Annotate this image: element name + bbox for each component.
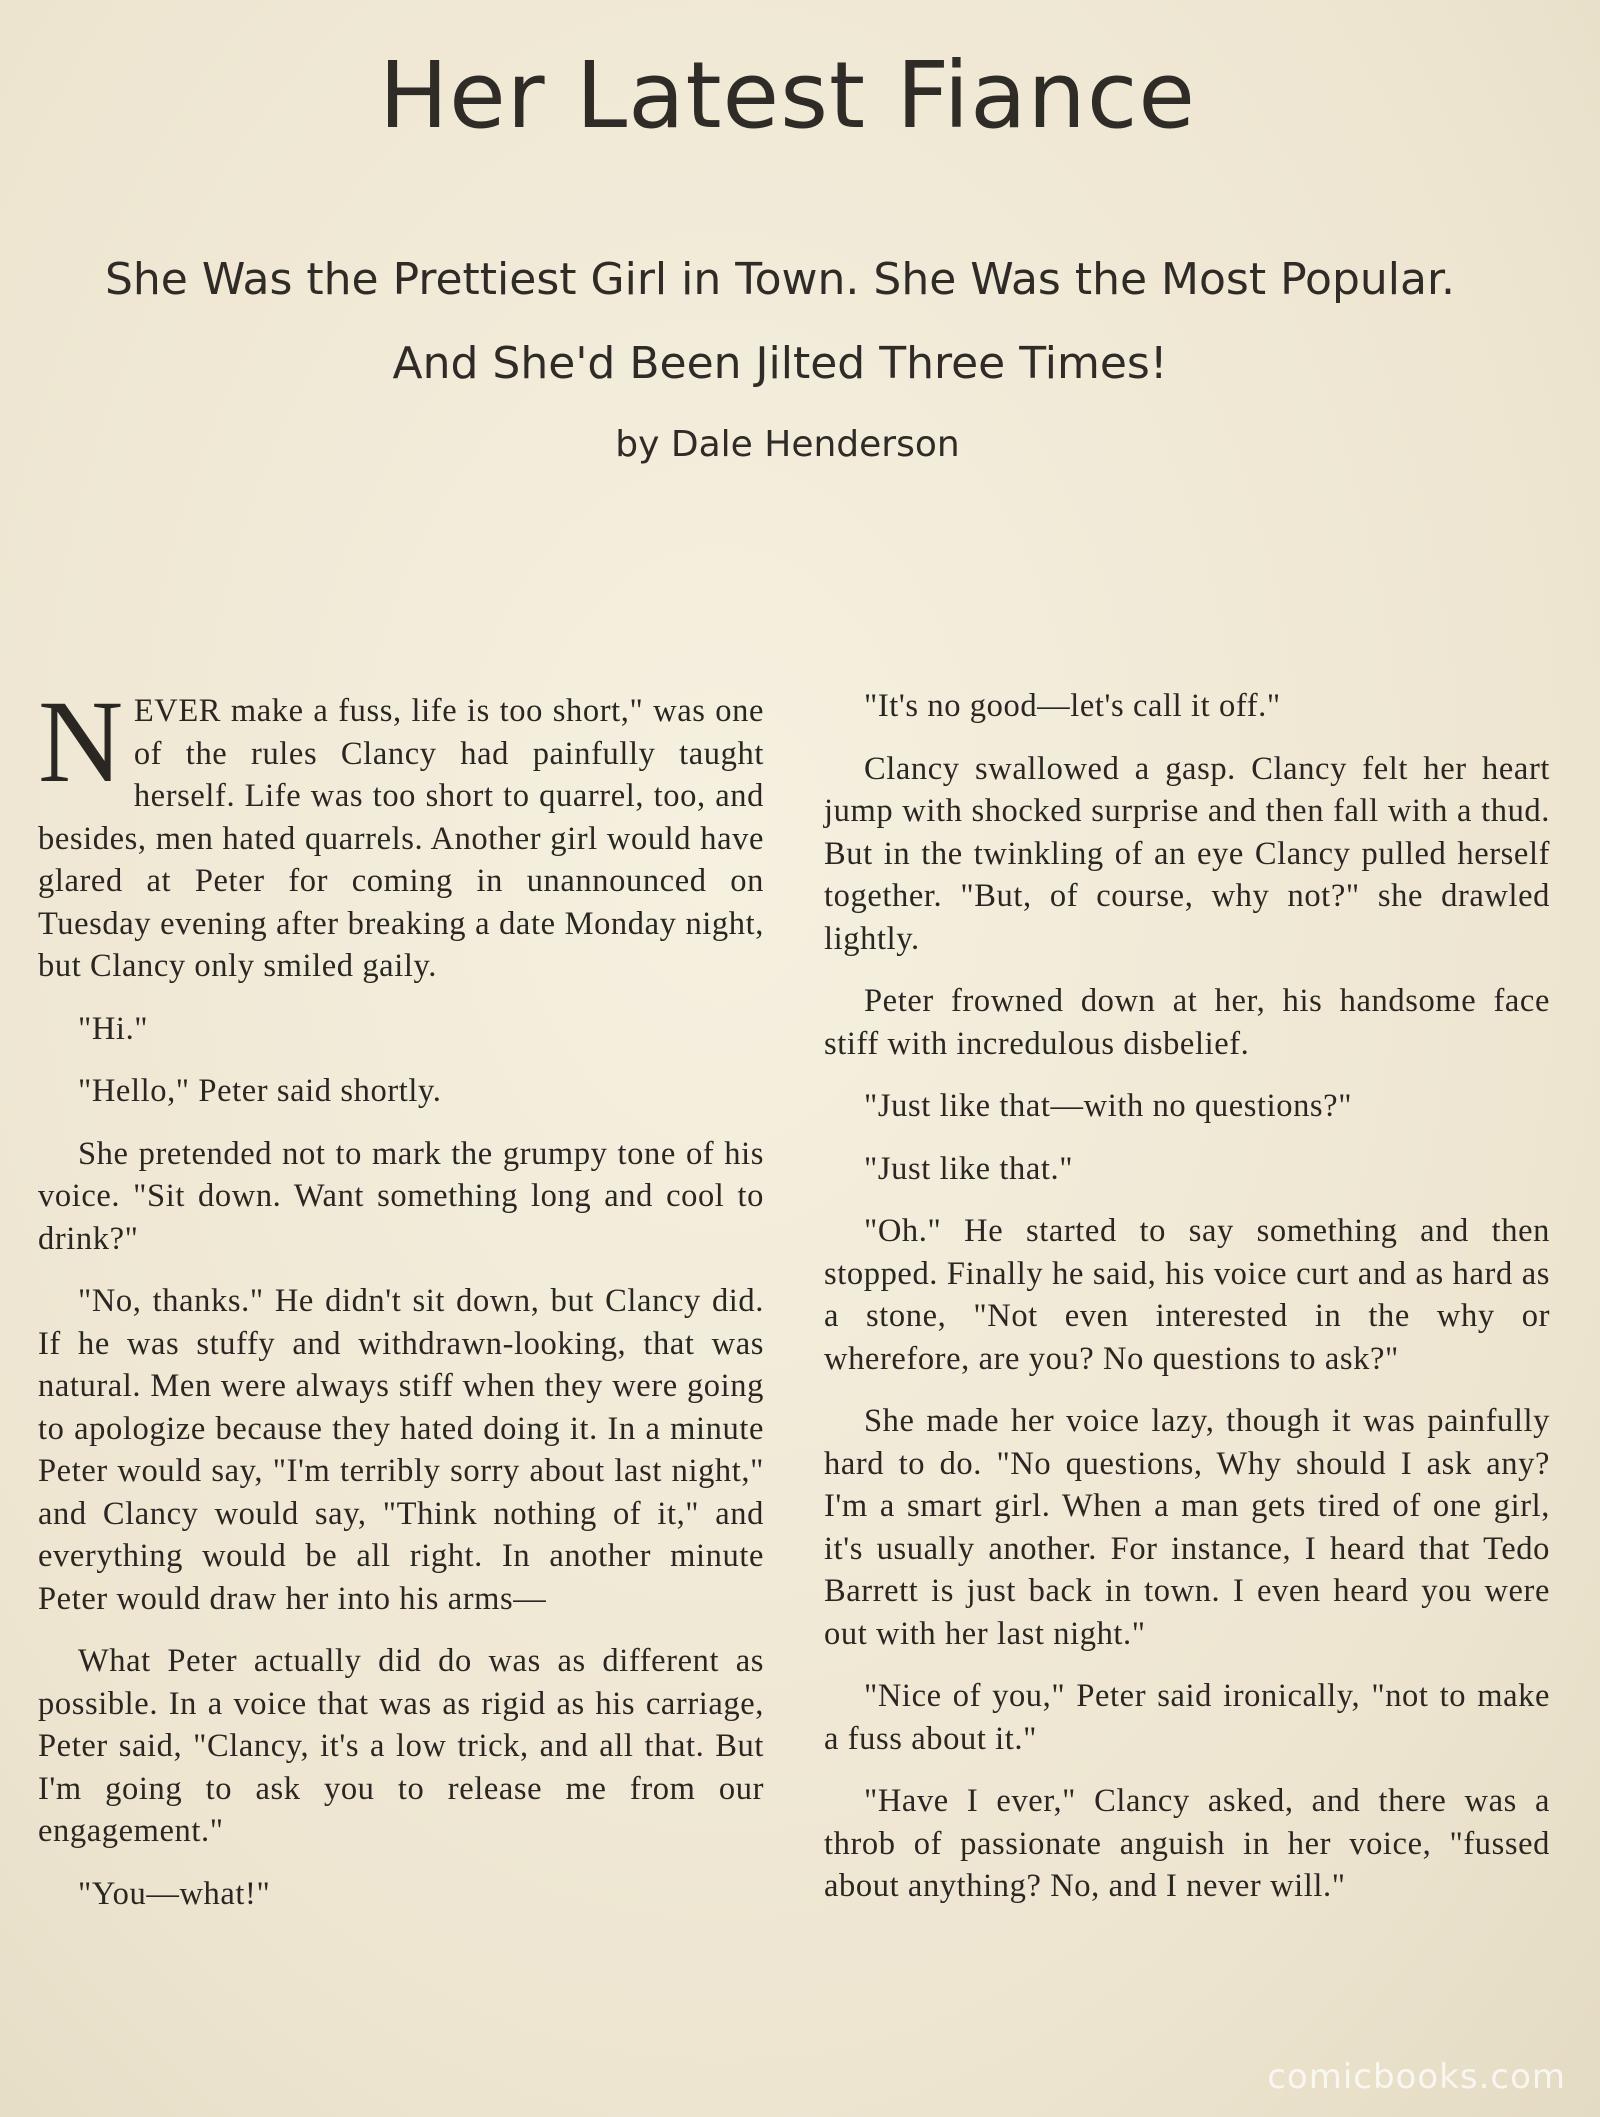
opening-paragraph-text: EVER make a fuss, life is too short," was one of the rules Clancy had painfully taught herself. Life was too short to quarrel, too, and besides, men hated quarrels. Another girl would have glared at Peter for coming in unannounced on Tuesday evening after breaking a date Monday night, but Clancy only smiled gaily. bbox=[38, 693, 764, 984]
paragraph: "It's no good—let's call it off." bbox=[864, 688, 1281, 724]
paragraph: She pretended not to mark the grumpy tone of his voice. "Sit down. Want something long and cool to drink?" bbox=[38, 1135, 764, 1257]
site-watermark: comicbooks.com bbox=[1267, 2057, 1566, 2097]
article-byline: by Dale Henderson bbox=[615, 424, 960, 465]
drop-cap: N bbox=[38, 676, 124, 807]
paragraph: "Nice of you," Peter said ironically, "not to make a fuss about it." bbox=[824, 1678, 1550, 1757]
paragraph: "Just like that—with no questions?" bbox=[864, 1088, 1353, 1124]
article-subtitle: She Was the Prettiest Girl in Town. She Was the Most Popular. And She'd Been Jilted Three Times! bbox=[104, 254, 1456, 389]
paragraph: "You—what!" bbox=[78, 1875, 271, 1912]
paragraph: She made her voice lazy, though it was painfully hard to do. "No questions, Why should I ask any? I'm a smart girl. When a man gets tired of one girl, it's usually another. For instance, I heard that Tedo Barrett is just back in town. I even heard you were out with her last night." bbox=[824, 1403, 1550, 1652]
article-title: Her Latest Fiance bbox=[378, 42, 1197, 149]
paragraph: "Have I ever," Clancy asked, and there was a throb of passionate anguish in her voice, "fussed about anything? No, and I never will." bbox=[824, 1783, 1550, 1904]
paragraph: "Hello," Peter said shortly. bbox=[78, 1073, 442, 1109]
paragraph: What Peter actually did do was as different as possible. In a voice that was as rigid as his carriage, Peter said, "Clancy, it's a low trick, and all that. But I'm going to ask you to release me from our engagement." bbox=[38, 1643, 764, 1849]
opening-paragraph bbox=[38, 676, 764, 988]
left-column bbox=[38, 676, 764, 1935]
right-column bbox=[824, 685, 1550, 1928]
paragraph: "No, thanks." He didn't sit down, but Clancy did. If he was stuffy and withdrawn-looking, that was natural. Men were always stiff when they were going to apologize because they hated doing it. In a minute Peter would say, "I'm terribly sorry about last night," and Clancy would say, "Think nothing of it," and everything would be all right. In another minute Peter would draw her into his arms— bbox=[38, 1283, 764, 1617]
paragraph: Peter frowned down at her, his handsome face stiff with incredulous disbelief. bbox=[824, 983, 1550, 1062]
paragraph: "Hi." bbox=[78, 1010, 149, 1047]
paragraph: Clancy swallowed a gasp. Clancy felt her heart jump with shocked surprise and then fall with a thud. But in the twinkling of an eye Clancy pulled herself together. "But, of course, why not?" she drawled lightly. bbox=[824, 750, 1550, 957]
paragraph: "Oh." He started to say something and then stopped. Finally he said, his voice curt and as hard as a stone, "Not even interested in the why or wherefore, are you? No questions to ask?" bbox=[824, 1213, 1550, 1377]
paragraph: "Just like that." bbox=[864, 1150, 1074, 1187]
